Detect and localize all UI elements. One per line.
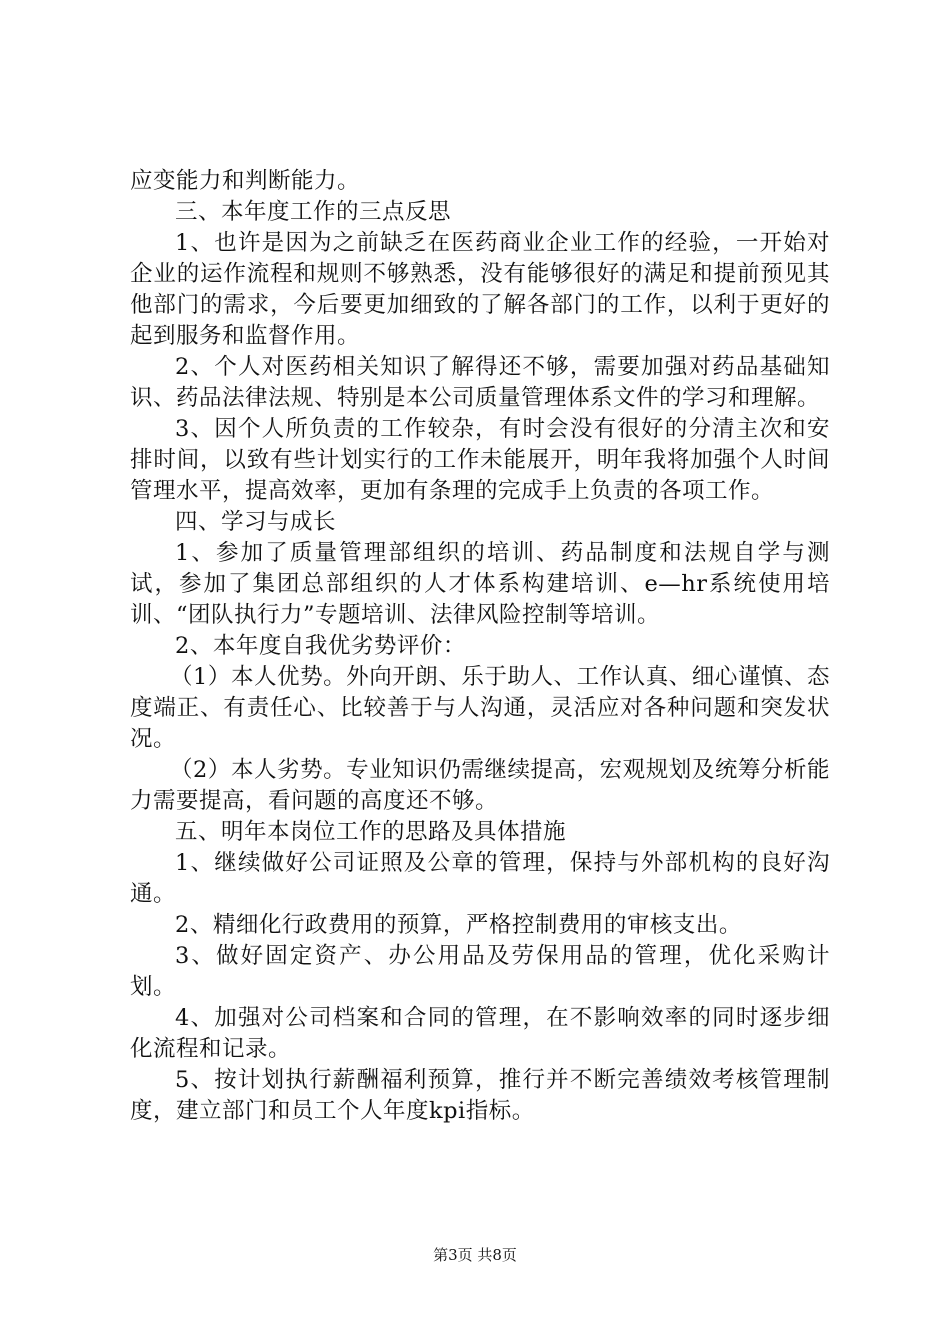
document-body xyxy=(130,166,830,1127)
paragraph: 2、精细化行政费用的预算，严格控制费用的审核支出。 xyxy=(175,912,742,938)
paragraph: 3、因个人所负责的工作较杂，有时会没有很好的分清主次和安排时间，以致有些计划实行的工作未能展开，明年我将加强个人时间管理水平，提高效率，更加有条理的完成手上负责的各项工作。 xyxy=(130,416,830,504)
section-heading: 三、本年度工作的三点反思 xyxy=(175,199,452,225)
paragraph: 3、做好固定资产、办公用品及劳保用品的管理，优化采购计划。 xyxy=(130,943,830,1000)
paragraph: 5、按计划执行薪酬福利预算，推行并不断完善绩效考核管理制度，建立部门和员工个人年度kpi指标。 xyxy=(130,1067,830,1124)
paragraph: （2）本人劣势。专业知识仍需继续提高，宏观规划及统筹分析能力需要提高，看问题的高度还不够。 xyxy=(130,757,830,814)
page-number-footer: 第3页 共8页 xyxy=(433,1246,517,1264)
paragraph: 1、也许是因为之前缺乏在医药商业企业工作的经验，一开始对企业的运作流程和规则不够熟悉，没有能够很好的满足和提前预见其他部门的需求，今后要更加细致的了解各部门的工作，以利于更好的起到服务和监督作用。 xyxy=(130,230,830,349)
paragraph: 2、本年度自我优劣势评价： xyxy=(175,633,466,659)
paragraph: 2、个人对医药相关知识了解得还不够，需要加强对药品基础知识、药品法律法规、特别是本公司质量管理体系文件的学习和理解。 xyxy=(130,354,830,411)
paragraph: （1）本人优势。外向开朗、乐于助人、工作认真、细心谨慎、态度端正、有责任心、比较善于与人沟通，灵活应对各种问题和突发状况。 xyxy=(130,664,830,752)
section-heading: 四、学习与成长 xyxy=(175,509,337,535)
section-heading: 五、明年本岗位工作的思路及具体措施 xyxy=(175,819,567,845)
paragraph: 4、加强对公司档案和合同的管理，在不影响效率的同时逐步细化流程和记录。 xyxy=(130,1005,830,1062)
paragraph: 应变能力和判断能力。 xyxy=(130,168,361,194)
paragraph: 1、继续做好公司证照及公章的管理，保持与外部机构的良好沟通。 xyxy=(130,850,830,907)
paragraph: 1、参加了质量管理部组织的培训、药品制度和法规自学与测试，参加了集团总部组织的人才体系构建培训、e—hr系统使用培训、“团队执行力”专题培训、法律风险控制等培训。 xyxy=(130,540,830,628)
